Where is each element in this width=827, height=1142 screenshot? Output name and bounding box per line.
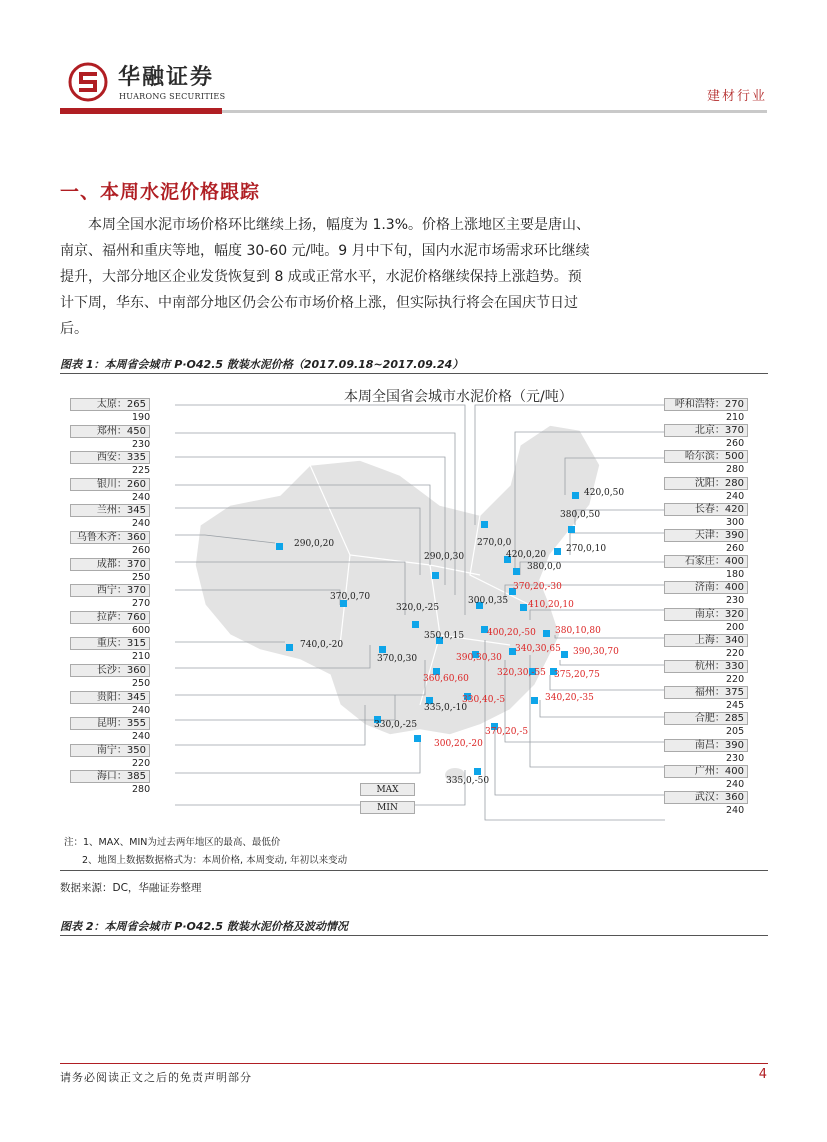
left-city-label: 长沙：360 [70,664,150,677]
map-point-marker [513,568,520,575]
legend-min: MIN [360,801,415,814]
map-point-marker [276,543,283,550]
map-point-label: 290,0,20 [294,539,335,549]
figure1-rule-bottom [60,870,768,871]
map-point-label: 375,20,75 [554,670,600,680]
left-city-label: 昆明：355 [70,717,150,730]
figure1-rule-top [60,373,768,374]
left-city-label: 太原：265 [70,398,150,411]
left-city-label: 西安：335 [70,451,150,464]
right-city-min: 300 [726,516,745,528]
map-point-label: 400,20,-50 [487,628,536,638]
left-city-label: 乌鲁木齐：360 [70,531,150,544]
right-city-label: 北京：370 [664,424,748,437]
map-point-label: 270,0,0 [477,538,512,548]
right-city-label: 合肥：285 [664,712,748,725]
figure1-note-2: 2、地图上数据数据格式为：本周价格, 本周变动, 年初以来变动 [82,855,348,866]
right-city-min: 230 [726,595,745,607]
right-city-min: 240 [726,778,745,790]
right-city-min: 260 [726,543,745,554]
map-point-label: 420,0,20 [506,550,547,560]
map-point-marker [432,572,439,579]
right-city-min: 240 [726,805,745,816]
chart-title: 本周全国省会城市水泥价格（元/吨） [344,389,573,405]
left-city-label: 郑州：450 [70,425,150,438]
left-city-min: 600 [132,624,151,636]
map-point-label: 390,30,70 [573,647,619,657]
map-point-marker [568,526,575,533]
map-point-marker [531,697,538,704]
right-city-min: 220 [726,674,745,685]
map-point-label: 370,20,-5 [485,727,529,737]
right-city-min: 230 [726,752,745,764]
map-point-label: 370,20,-30 [513,582,562,592]
right-city-label: 济南：400 [664,581,748,594]
right-city-min: 210 [726,412,745,423]
right-city-label: 长春：420 [664,503,748,516]
left-city-label: 重庆：315 [70,637,150,650]
map-point-marker [379,646,386,653]
map-point-marker [561,651,568,658]
right-city-min: 280 [726,464,745,476]
right-city-min: 205 [726,726,745,738]
footer-disclaimer: 请务必阅读正文之后的免责声明部分 [60,1071,252,1084]
figure2-rule-top [60,935,768,936]
map-point-label: 335,0,-50 [446,776,490,786]
map-point-label: 420,0,50 [584,488,625,498]
left-city-min: 225 [132,465,151,477]
map-point-label: 300,20,-20 [434,739,483,749]
left-city-min: 250 [132,678,151,689]
left-city-label: 南宁：350 [70,744,150,757]
map-point-label: 350,0,15 [424,631,465,641]
section-title: 一、本周水泥价格跟踪 [60,181,261,203]
left-city-min: 260 [132,545,151,556]
left-city-min: 280 [132,784,151,796]
map-point-marker [520,604,527,611]
left-city-label: 西宁：370 [70,584,150,597]
left-city-min: 240 [132,731,151,743]
map-point-label: 320,30,-55 [497,668,546,678]
figure2-caption: 图表 2：本周省会城市 P·O42.5 散装水泥价格及波动情况 [60,920,348,933]
left-city-min: 250 [132,571,151,583]
header-rule-gray [222,110,767,113]
map-point-label: 270,0,10 [566,544,607,554]
left-city-min: 240 [132,491,151,503]
map-point-label: 290,0,30 [424,552,465,562]
left-city-min: 270 [132,598,151,610]
map-point-label: 330,40,-5 [462,695,506,705]
left-city-min: 220 [132,757,151,769]
map-point-label: 380,0,50 [560,510,601,520]
left-city-min: 240 [132,518,151,530]
right-city-min: 245 [726,700,745,712]
page-number: 4 [758,1067,767,1082]
right-city-label: 广州：400 [664,765,748,778]
right-city-min: 260 [726,438,745,450]
right-city-min: 200 [726,621,745,633]
header-rule-red [60,108,222,114]
right-city-min: 240 [726,490,745,502]
company-name: 华融证券 [118,65,215,90]
map-point-label: 410,20,10 [528,600,574,610]
right-city-label: 上海：340 [664,634,748,647]
left-city-min: 190 [132,412,151,423]
map-point-label: 320,0,-25 [396,603,440,613]
industry-label: 建材行业 [706,89,767,104]
right-city-label: 天津：390 [664,529,748,542]
map-point-marker [481,521,488,528]
footer-rule [60,1063,768,1064]
map-point-label: 370,0,70 [330,592,371,602]
left-city-label: 银川：260 [70,478,150,491]
right-city-min: 220 [726,647,745,659]
right-city-label: 哈尔滨：500 [664,450,748,463]
left-city-min: 210 [132,651,151,663]
left-city-label: 贵阳：345 [70,691,150,704]
map-point-label: 335,0,-10 [424,703,468,713]
map-point-label: 370,0,30 [377,654,418,664]
map-point-label: 390,30,30 [456,653,502,663]
left-city-min: 240 [132,704,151,716]
map-point-label: 380,0,0 [527,562,562,572]
map-point-marker [414,735,421,742]
map-point-marker [474,768,481,775]
map-point-label: 740,0,-20 [300,640,344,650]
map-point-label: 330,0,-25 [374,720,418,730]
right-city-label: 南昌：390 [664,739,748,752]
right-city-min: 180 [726,569,745,581]
map-point-label: 380,10,80 [555,626,601,636]
map-point-marker [543,630,550,637]
legend-max: MAX [360,783,415,796]
map-point-marker [412,621,419,628]
company-name-en: HUARONG SECURITIES [119,92,226,101]
right-city-label: 武汉：360 [664,791,748,804]
map-point-marker [572,492,579,499]
map-point-marker [554,548,561,555]
left-city-min: 230 [132,438,151,450]
figure1-note-1: 注：1、MAX、MIN为过去两年地区的最高、最低价 [64,837,281,848]
map-point-marker [286,644,293,651]
right-city-label: 杭州：330 [664,660,748,673]
map-point-label: 360,60,60 [423,674,469,684]
right-city-label: 南京：320 [664,608,748,621]
map-point-label: 340,30,65 [515,644,561,654]
map-point-label: 340,20,-35 [545,693,594,703]
left-city-label: 拉萨：760 [70,611,150,624]
left-city-label: 兰州：345 [70,504,150,517]
company-logo-icon [68,62,108,102]
figure1-caption: 图表 1：本周省会城市 P·O42.5 散装水泥价格（2017.09.18~2017.09.24） [60,358,464,371]
right-city-label: 沈阳：280 [664,477,748,490]
left-city-label: 成都：370 [70,558,150,571]
right-city-label: 石家庄：400 [664,555,748,568]
right-city-label: 福州：375 [664,686,748,699]
right-city-label: 呼和浩特：270 [664,398,748,411]
figure1-source: 数据来源：DC，华融证券整理 [60,882,202,894]
left-city-label: 海口：385 [70,770,150,783]
map-point-label: 300,0,35 [468,596,509,606]
body-paragraph: 本周全国水泥市场价格环比继续上扬，幅度为 1.3%。价格上涨地区主要是唐山、南京、福州和重庆等地，幅度 30-60 元/吨。9 月中下旬，国内水泥市场需求环比继续提升，大部分地区企业发货恢复到 8 成或正常水平，水泥价格继续保持上涨趋势。预计下周，华东、中南部分地区仍会公布市场价格上涨，但实际执行将会在国庆节日过后。 [60,217,591,337]
